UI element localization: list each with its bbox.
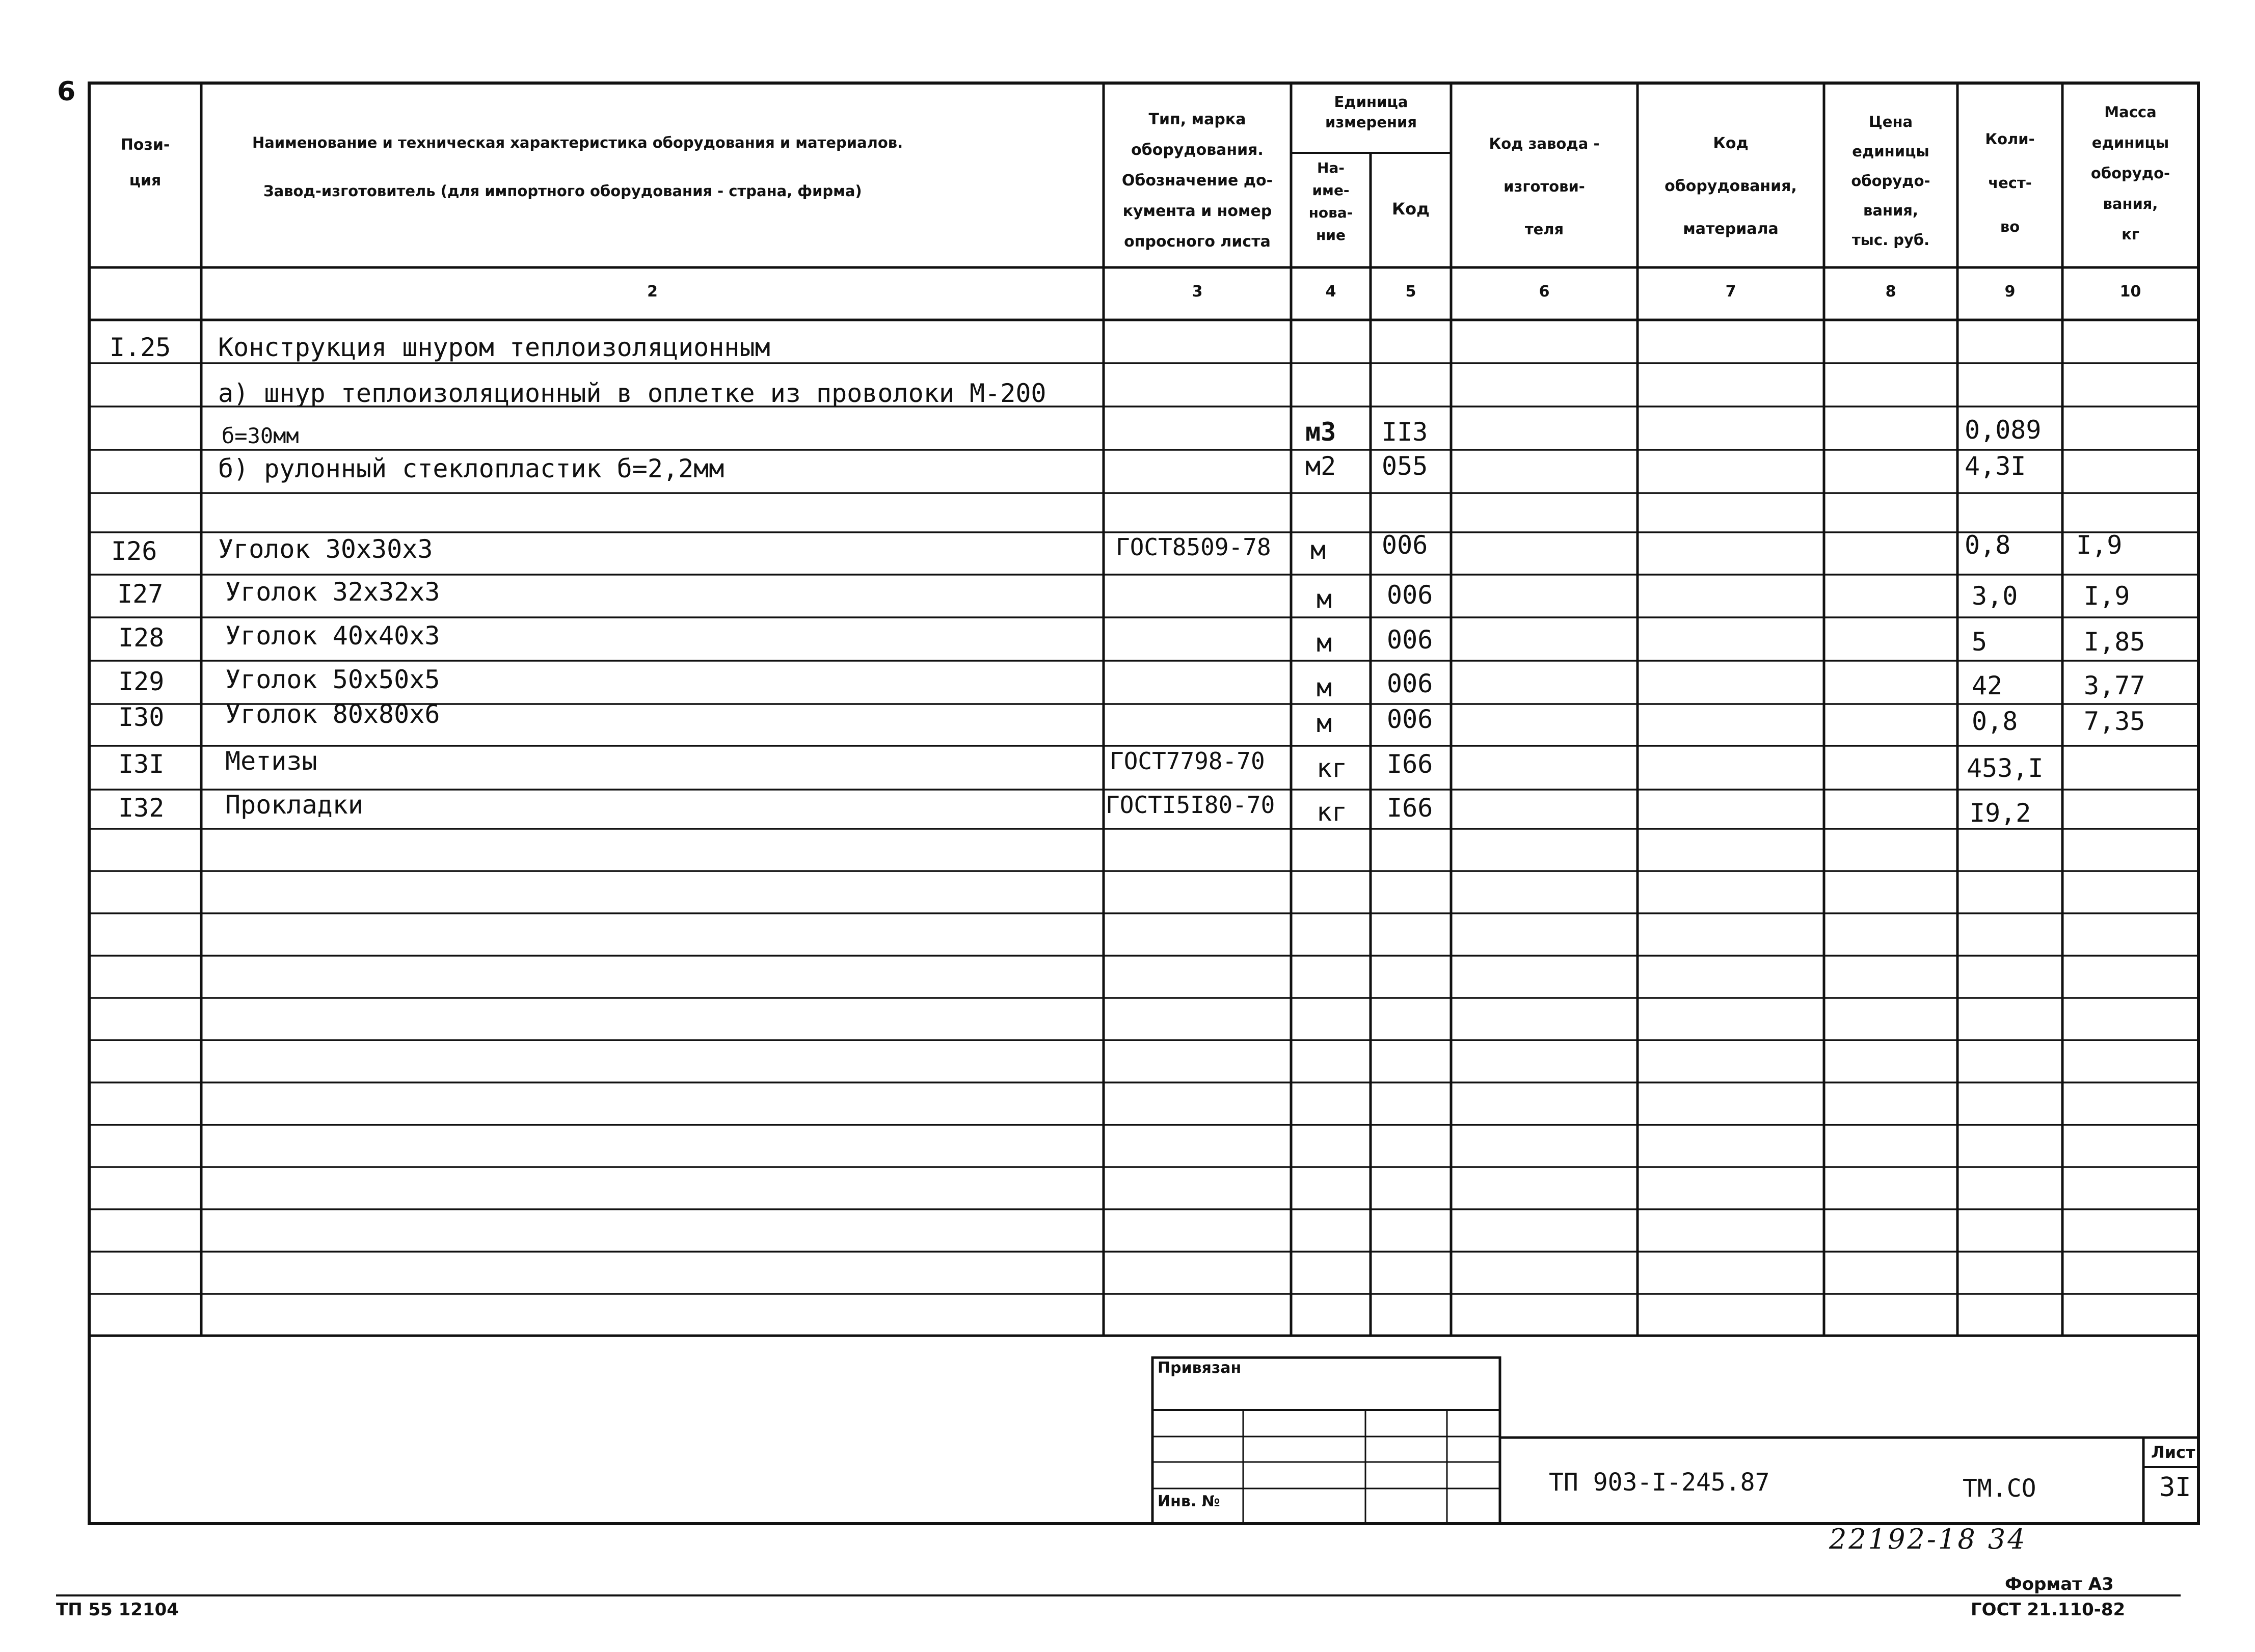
inventory-number-label: Инв. № [1158,1493,1220,1510]
sheet-label: Лист [2151,1443,2195,1462]
table-row-name: Уголок 80х80х6 [225,699,440,729]
header-maker-code: Код завода - изготови- теля [1489,135,1600,238]
table-row-code: 006 [1382,530,1428,560]
column-number: 7 [1725,283,1736,301]
table-row-quantity: 0,089 [1965,415,2042,445]
table-row-name: Уголок 32х32х3 [225,577,440,607]
header-unit-code: Код [1392,199,1430,219]
table-row-position: I32 [118,793,165,823]
table-row-doc: ГОСТ7798-70 [1110,747,1265,775]
table-row-doc: ГОСТI5I80-70 [1106,791,1275,819]
column-number: 4 [1325,283,1336,301]
table-row-code: II3 [1382,417,1428,447]
column-number: 2 [647,283,658,301]
table-row-position: I3I [118,749,165,779]
table-row-mass: 3,77 [2084,671,2145,700]
table-row-code: I66 [1387,749,1433,779]
header-equipment-code: Код оборудования, материала [1665,134,1797,238]
header-unit-group: Единица измерения [1325,93,1417,131]
header-name-line2: Завод-изготовитель (для импортного оборудования - страна, фирма) [263,182,862,200]
table-row-mass: I,9 [2084,581,2130,611]
table-row-name: Уголок 40х40х3 [225,621,440,651]
document-number: ТП 903-I-245.87 [1549,1468,1770,1497]
table-row-unit: кг [1317,797,1348,827]
table-row-unit: м [1317,584,1332,614]
header-unit-name: На- име- нова- ние [1308,159,1353,243]
header-mass: Масса единицы оборудо- вания, кг [2090,103,2170,243]
bound-label: Привязан [1158,1359,1242,1377]
table-row-mass: I,9 [2076,530,2123,560]
table-row-code: I66 [1387,793,1433,823]
table-row-position: I30 [118,702,165,732]
header-position: Пози- ция [120,136,170,189]
table-row-unit: м [1317,673,1332,702]
table-row-unit: кг [1317,753,1348,783]
handwritten-reference: 22192-18 34 [1829,1523,2027,1555]
table-row-quantity: 5 [1972,627,1988,657]
header-price: Цена единицы оборудо- вания, тыс. руб. [1851,113,1930,249]
table-row-quantity: I9,2 [1970,798,2031,828]
table-row-quantity: 0,8 [1972,707,2018,736]
table-row-position: I26 [111,536,157,566]
table-row-name: а) шнур теплоизоляционный в оплетке из проволоки М-200 [218,378,1046,408]
column-number: 6 [1539,283,1550,301]
column-number: 8 [1885,283,1896,301]
table-row-quantity: 0,8 [1965,530,2011,560]
header-name-line1: Наименование и техническая характеристика оборудования и материалов. [252,134,903,151]
header-quantity: Коли- чест- во [1985,130,2035,235]
table-row-name: Конструкция шнуром теплоизоляционным [218,333,770,362]
page-marker: 6 [57,76,76,107]
table-row-position: I.25 [110,333,171,362]
gost-label: ГОСТ 21.110-82 [1971,1600,2126,1620]
table-row-unit: м [1310,535,1326,565]
column-number: 3 [1192,283,1203,301]
table-row-unit: м [1317,628,1332,658]
table-row-name: б) рулонный стеклопластик б=2,2мм [218,454,724,483]
table-row-code: 006 [1387,580,1433,610]
sheet-number: 3I [2159,1472,2191,1503]
table-row-mass: 7,35 [2084,707,2145,736]
table-row-name: Уголок 50х50х5 [225,665,440,694]
table-row-position: I29 [118,667,165,696]
table-row-mass: I,85 [2084,627,2145,657]
table-row-unit: м [1317,709,1332,738]
table-row-quantity: 3,0 [1972,581,2018,611]
table-row-name: Уголок 30х30х3 [218,534,433,564]
table-row-unit: м3 [1305,417,1336,447]
column-number: 9 [2004,283,2016,301]
table-row-position: I28 [118,623,165,653]
table-row-code: 006 [1387,625,1433,655]
table-row-position: I27 [117,579,164,609]
table-row-quantity: 453,I [1967,753,2044,783]
table-row-unit: м2 [1305,451,1336,481]
document-code: ТМ.СО [1963,1474,2036,1503]
column-number: 10 [2119,283,2141,301]
table-row-name: Прокладки [225,790,363,820]
header-type-doc: Тип, марка оборудования. Обозначение до- кумента и номер опросного листа [1121,111,1273,251]
column-number: 5 [1405,283,1416,301]
format-label: Формат А3 [2005,1574,2114,1594]
table-row-code: 055 [1382,451,1428,481]
table-row-code: 006 [1387,669,1433,698]
table-row-quantity: 42 [1972,671,2003,700]
table-row-doc: ГОСТ8509-78 [1116,533,1271,561]
footer-code: ТП 55 12104 [56,1600,179,1620]
table-row-name: б=30мм [222,423,299,448]
table-row-quantity: 4,3I [1965,451,2026,481]
table-row-name: Метизы [225,746,317,776]
table-row-code: 006 [1387,705,1433,734]
